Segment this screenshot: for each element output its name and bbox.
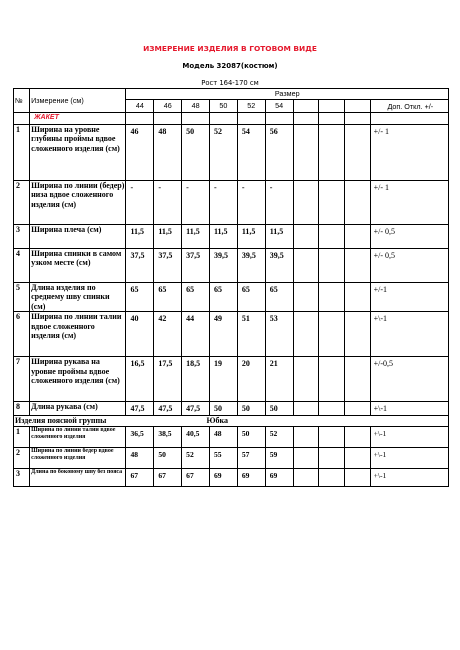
- size-value: 19: [210, 357, 238, 402]
- size-value: 48: [154, 125, 182, 181]
- size-value: 50: [154, 447, 182, 468]
- size-value: 69: [210, 468, 238, 486]
- row-number: 2: [14, 447, 30, 468]
- size-value: 42: [154, 312, 182, 357]
- size-value: -: [126, 181, 154, 225]
- table-row: [14, 402, 449, 416]
- size-value: 18,5: [182, 357, 210, 402]
- empty-cell: [293, 249, 319, 283]
- size-value: 20: [237, 357, 265, 402]
- size-value: 48: [126, 447, 154, 468]
- empty-cell: [344, 312, 370, 357]
- height-label: Рост 164-170 см: [201, 79, 259, 87]
- size-value: 47,5: [126, 402, 154, 416]
- empty-size-cell: [344, 100, 370, 113]
- size-value: 67: [182, 468, 210, 486]
- size-value: 36,5: [126, 426, 154, 447]
- table-row: [14, 468, 449, 486]
- table-row: [14, 125, 449, 181]
- size-value: 40: [126, 312, 154, 357]
- table-row: [14, 426, 449, 447]
- row-number: 3: [14, 468, 30, 486]
- waist-group-label: Изделия поясной группы: [15, 416, 107, 426]
- row-number: 1: [14, 125, 30, 181]
- size-value: 52: [182, 447, 210, 468]
- size-header: 52: [237, 100, 265, 113]
- empty-cell: [344, 125, 370, 181]
- measurement-name: Ширина плеча (см): [30, 225, 126, 249]
- size-value: 11,5: [237, 225, 265, 249]
- group-row: [14, 416, 449, 426]
- table-row: [14, 249, 449, 283]
- empty-cell: [293, 447, 319, 468]
- tolerance-value: +/- 1: [370, 125, 448, 181]
- size-value: 65: [154, 283, 182, 312]
- empty-cell: [293, 402, 319, 416]
- tolerance-value: +\-1: [370, 447, 448, 468]
- size-value: 40,5: [182, 426, 210, 447]
- empty-cell: [344, 249, 370, 283]
- empty-cell: [319, 125, 345, 181]
- size-value: 38,5: [154, 426, 182, 447]
- size-value: 11,5: [265, 225, 293, 249]
- size-value: 44: [182, 312, 210, 357]
- size-value: 54: [237, 125, 265, 181]
- empty-cell: [293, 426, 319, 447]
- size-value: -: [265, 181, 293, 225]
- size-value: 50: [237, 402, 265, 416]
- empty-cell: [319, 468, 345, 486]
- size-value: 37,5: [126, 249, 154, 283]
- size-header: 46: [154, 100, 182, 113]
- size-value: 46: [126, 125, 154, 181]
- size-value: 65: [237, 283, 265, 312]
- empty-cell: [14, 113, 30, 125]
- size-value: 39,5: [265, 249, 293, 283]
- size-value: 65: [126, 283, 154, 312]
- size-value: -: [210, 181, 238, 225]
- empty-cell: [344, 225, 370, 249]
- tolerance-value: +/- 0,5: [370, 249, 448, 283]
- col-header-tolerance: Доп. Откл. +/-: [370, 100, 448, 113]
- size-value: 11,5: [154, 225, 182, 249]
- empty-cell: [293, 357, 319, 402]
- size-header: 54: [265, 100, 293, 113]
- size-value: 56: [265, 125, 293, 181]
- size-value: 69: [237, 468, 265, 486]
- empty-cell: [319, 447, 345, 468]
- size-value: 67: [126, 468, 154, 486]
- row-number: 4: [14, 249, 30, 283]
- empty-cell: [293, 125, 319, 181]
- size-value: 48: [210, 426, 238, 447]
- col-header-measure: Измерение (см): [30, 89, 126, 113]
- col-header-number: №: [14, 89, 30, 113]
- table-row: [14, 357, 449, 402]
- table-row: [14, 283, 449, 312]
- row-number: 2: [14, 181, 30, 225]
- tolerance-value: +\-1: [370, 426, 448, 447]
- tolerance-value: +/-1: [370, 283, 448, 312]
- size-value: 52: [210, 125, 238, 181]
- section-jacket: ЖАКЕТ: [30, 113, 126, 125]
- empty-cell: [293, 312, 319, 357]
- size-value: 65: [210, 283, 238, 312]
- empty-size-cell: [293, 100, 319, 113]
- measurement-name: Ширина по линии (бедер) низа вдвое сложенного изделия (см): [30, 181, 126, 225]
- measurement-name: Ширина спинки в самом узком месте (см): [30, 249, 126, 283]
- group-label-cell: [14, 416, 449, 426]
- measurement-name: Ширина по линии бедер вдвое сложенного изделия: [30, 447, 126, 468]
- size-value: 65: [265, 283, 293, 312]
- size-value: 37,5: [182, 249, 210, 283]
- empty-size-cell: [319, 100, 345, 113]
- size-value: 11,5: [182, 225, 210, 249]
- empty-cell: [319, 181, 345, 225]
- row-number: 3: [14, 225, 30, 249]
- size-value: 39,5: [210, 249, 238, 283]
- empty-cell: [344, 181, 370, 225]
- empty-cell: [344, 426, 370, 447]
- empty-cell: [319, 225, 345, 249]
- tolerance-value: +/- 0,5: [370, 225, 448, 249]
- model-label: Модель 32087(костюм): [182, 62, 278, 70]
- empty-cell: [344, 468, 370, 486]
- size-value: 37,5: [154, 249, 182, 283]
- measurement-name: Ширина рукава на уровне проймы вдвое сложенного изделия (см): [30, 357, 126, 402]
- table-row: [14, 181, 449, 225]
- size-value: 21: [265, 357, 293, 402]
- empty-cell: [319, 426, 345, 447]
- size-value: 51: [237, 312, 265, 357]
- size-value: 11,5: [210, 225, 238, 249]
- measurement-name: Ширина по линии талии вдвое сложенного изделия: [30, 426, 126, 447]
- measurement-table: [13, 88, 449, 487]
- skirt-label: Юбка: [206, 416, 228, 426]
- size-value: 49: [210, 312, 238, 357]
- empty-cell: [319, 357, 345, 402]
- empty-cell: [319, 402, 345, 416]
- row-number: 6: [14, 312, 30, 357]
- size-value: -: [154, 181, 182, 225]
- tolerance-value: +\-1: [370, 312, 448, 357]
- empty-cell: [293, 181, 319, 225]
- size-value: 67: [154, 468, 182, 486]
- empty-cell: [344, 447, 370, 468]
- measurement-name: Длина изделия по среднему шву спинки (см): [30, 283, 126, 312]
- size-value: 16,5: [126, 357, 154, 402]
- row-number: 1: [14, 426, 30, 447]
- size-value: 69: [265, 468, 293, 486]
- size-value: 52: [265, 426, 293, 447]
- empty-cell: [319, 312, 345, 357]
- size-value: 50: [210, 402, 238, 416]
- size-value: 17,5: [154, 357, 182, 402]
- empty-cell: [344, 357, 370, 402]
- document-title: ИЗМЕРЕНИЕ ИЗДЕЛИЯ В ГОТОВОМ ВИДЕ: [143, 44, 317, 53]
- measurement-name: Ширина на уровне глубины проймы вдвое сложенного изделия (см): [30, 125, 126, 181]
- size-value: 50: [237, 426, 265, 447]
- table-row: [14, 447, 449, 468]
- empty-cell: [319, 249, 345, 283]
- size-value: 47,5: [154, 402, 182, 416]
- size-value: 47,5: [182, 402, 210, 416]
- measurement-name: Ширина по линии талии вдвое сложенного изделия (см): [30, 312, 126, 357]
- empty-cell: [319, 283, 345, 312]
- empty-cell: [293, 283, 319, 312]
- col-header-size: Размер: [126, 89, 449, 100]
- size-value: 11,5: [126, 225, 154, 249]
- table-row: [14, 312, 449, 357]
- row-number: 7: [14, 357, 30, 402]
- empty-cell: [293, 225, 319, 249]
- tolerance-value: +/-0,5: [370, 357, 448, 402]
- size-value: 55: [210, 447, 238, 468]
- size-value: 53: [265, 312, 293, 357]
- size-value: 59: [265, 447, 293, 468]
- measurement-name: Длина рукава (см): [30, 402, 126, 416]
- empty-cell: [293, 468, 319, 486]
- measurement-name: Длина по боковому шву без пояса: [30, 468, 126, 486]
- empty-cell: [344, 283, 370, 312]
- tolerance-value: +/- 1: [370, 181, 448, 225]
- size-value: 65: [182, 283, 210, 312]
- empty-cell: [344, 402, 370, 416]
- size-value: -: [237, 181, 265, 225]
- row-number: 5: [14, 283, 30, 312]
- tolerance-value: +\-1: [370, 468, 448, 486]
- row-number: 8: [14, 402, 30, 416]
- size-value: -: [182, 181, 210, 225]
- tolerance-value: +\-1: [370, 402, 448, 416]
- size-header: 50: [210, 100, 238, 113]
- size-header: 48: [182, 100, 210, 113]
- table-row: [14, 225, 449, 249]
- size-value: 57: [237, 447, 265, 468]
- size-header: 44: [126, 100, 154, 113]
- size-value: 39,5: [237, 249, 265, 283]
- size-value: 50: [182, 125, 210, 181]
- size-value: 50: [265, 402, 293, 416]
